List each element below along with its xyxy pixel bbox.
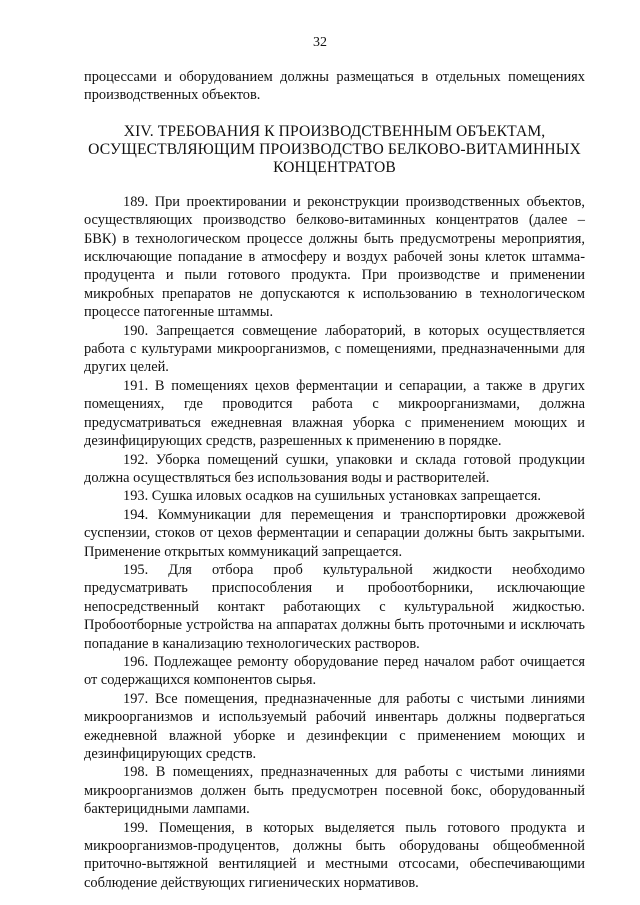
paragraph-199: 199. Помещения, в которых выделяется пыль готового продукта и микроорганизмов-продуцентов, должны быть оборудованы общеобменной приточно-вытяжной вентиляцией и местными отсосами, обеспечивающими соблюдение действующих гигиенических нормативов. xyxy=(84,819,585,891)
paragraph-189: 189. При проектировании и реконструкции производственных объектов, осуществляющих производство белково-витаминных концентратов (далее – БВК) в технологическом процессе должны быть предусмотрены мероприятия, исключающие попадание в атмосферу и воздух рабочей зоны клеток штамма-продуцента и пыли готового продукта. При производстве и применении микробных препаратов не допускаются к использованию в технологическом процессе патогенные штаммы. xyxy=(84,193,585,321)
paragraph-194: 194. Коммуникации для перемещения и транспортировки дрожжевой суспензии, стоков от цехов ферментации и сепарации должны быть закрытыми. Применение открытых коммуникаций запрещается. xyxy=(84,506,585,560)
paragraph-192: 192. Уборка помещений сушки, упаковки и склада готовой продукции должна осуществляться без использования воды и растворителей. xyxy=(84,451,585,486)
paragraph-197: 197. Все помещения, предназначенные для работы с чистыми линиями микроорганизмов и используемый рабочий инвентарь должны подвергаться ежедневной влажной уборке и дезинфекции с применением моющих и дезинфицирующих средств. xyxy=(84,690,585,762)
page-number: 32 xyxy=(313,35,327,50)
paragraph-190: 190. Запрещается совмещение лабораторий, в которых осуществляется работа с культурами микроорганизмов, с помещениями, предназначенными для других целей. xyxy=(84,322,585,376)
paragraph-191: 191. В помещениях цехов ферментации и сепарации, а также в других помещениях, где проводится работа с микроорганизмами, должна предусматриваться ежедневная влажная уборка с применением моющих и дезинфицирующих средств, разрешенных к применению в порядке. xyxy=(84,377,585,450)
section-heading xyxy=(84,123,585,177)
intro-paragraph: процессами и оборудованием должны размещаться в отдельных помещениях производственных объектов. xyxy=(84,69,585,104)
paragraph-196: 196. Подлежащее ремонту оборудование перед началом работ очищается от содержащихся компонентов сырья. xyxy=(84,653,585,689)
document-body xyxy=(84,68,585,892)
section-heading-line-1: XIV. ТРЕБОВАНИЯ К ПРОИЗВОДСТВЕННЫМ ОБЪЕКТАМ, xyxy=(123,122,546,140)
paragraph-195: 195. Для отбора проб культуральной жидкости необходимо предусматривать приспособления и пробоотборники, исключающие непосредственный контакт работающих с культуральной жидкостью. Пробоотборные устройства на аппаратах должны быть проточными и исключать попадание в канализацию технологических растворов. xyxy=(84,561,585,652)
paragraph-198: 198. В помещениях, предназначенных для работы с чистыми линиями микроорганизмов должен быть предусмотрен посевной бокс, оборудованный бактерицидными лампами. xyxy=(84,764,585,818)
section-heading-line-2: ОСУЩЕСТВЛЯЮЩИМ ПРОИЗВОДСТВО БЕЛКОВО-ВИТАМИННЫХ xyxy=(88,140,581,158)
paragraph-193: 193. Сушка иловых осадков на сушильных установках запрещается. xyxy=(123,488,542,505)
section-heading-line-3: КОНЦЕНТРАТОВ xyxy=(273,158,396,176)
